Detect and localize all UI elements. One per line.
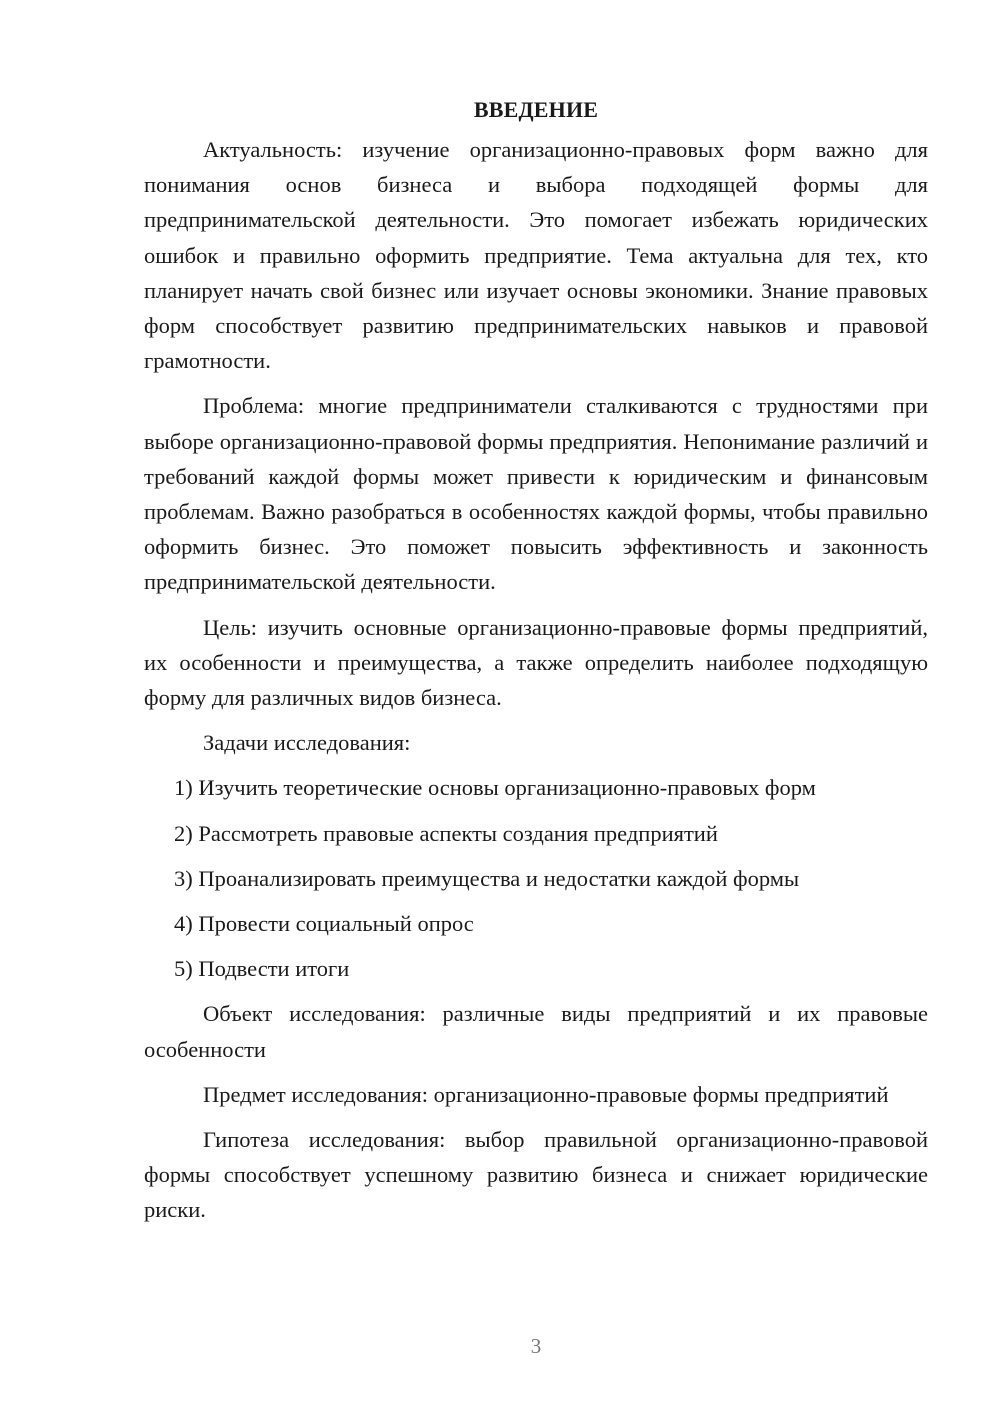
task-item: 5) Подвести итоги <box>174 956 350 982</box>
task-item: 1) Изучить теоретические основы организационно-правовых форм <box>174 775 816 801</box>
relevance-paragraph: Актуальность: изучение организационно-правовых форм важно для понимания основ бизнеса и выбора подходящей формы для предпринимательской деятельности. Это помогает избежать юридических ошибок и правильно оформить предприятие. Тема актуальна для тех, кто планирует начать свой бизнес или изучает основы экономики. Знание правовых форм способствует развитию предпринимательских навыков и правовой грамотности. <box>144 137 928 374</box>
task-item: 2) Рассмотреть правовые аспекты создания предприятий <box>174 820 718 846</box>
task-item: 3) Проанализировать преимущества и недостатки каждой формы <box>174 865 800 891</box>
subject-paragraph: Предмет исследования: организационно-правовые формы предприятий <box>203 1081 889 1107</box>
problem-paragraph: Проблема: многие предприниматели сталкиваются с трудностями при выборе организационно-правовой формы предприятия. Непонимание различий и требований каждой формы может привести к юридическим и финансовым проблемам. Важно разобраться в особенностях каждой формы, чтобы правильно оформить бизнес. Это поможет повысить эффективность и законность предпринимательской деятельности. <box>144 393 928 595</box>
task-item: 4) Провести социальный опрос <box>174 911 474 937</box>
tasks-heading: Задачи исследования: <box>203 730 411 756</box>
page-number: 3 <box>530 1334 542 1358</box>
object-paragraph: Объект исследования: различные виды предприятий и их правовые особенности <box>144 1001 928 1062</box>
page-content <box>144 92 928 1238</box>
tasks-list <box>144 770 928 986</box>
hypothesis-paragraph: Гипотеза исследования: выбор правильной организационно-правовой формы способствует успешному развитию бизнеса и снижает юридические риски. <box>144 1127 928 1223</box>
goal-paragraph: Цель: изучить основные организационно-правовые формы предприятий, их особенности и преимущества, а также определить наиболее подходящую форму для различных видов бизнеса. <box>144 614 928 711</box>
page-title: ВВЕДЕНИЕ <box>473 97 599 122</box>
